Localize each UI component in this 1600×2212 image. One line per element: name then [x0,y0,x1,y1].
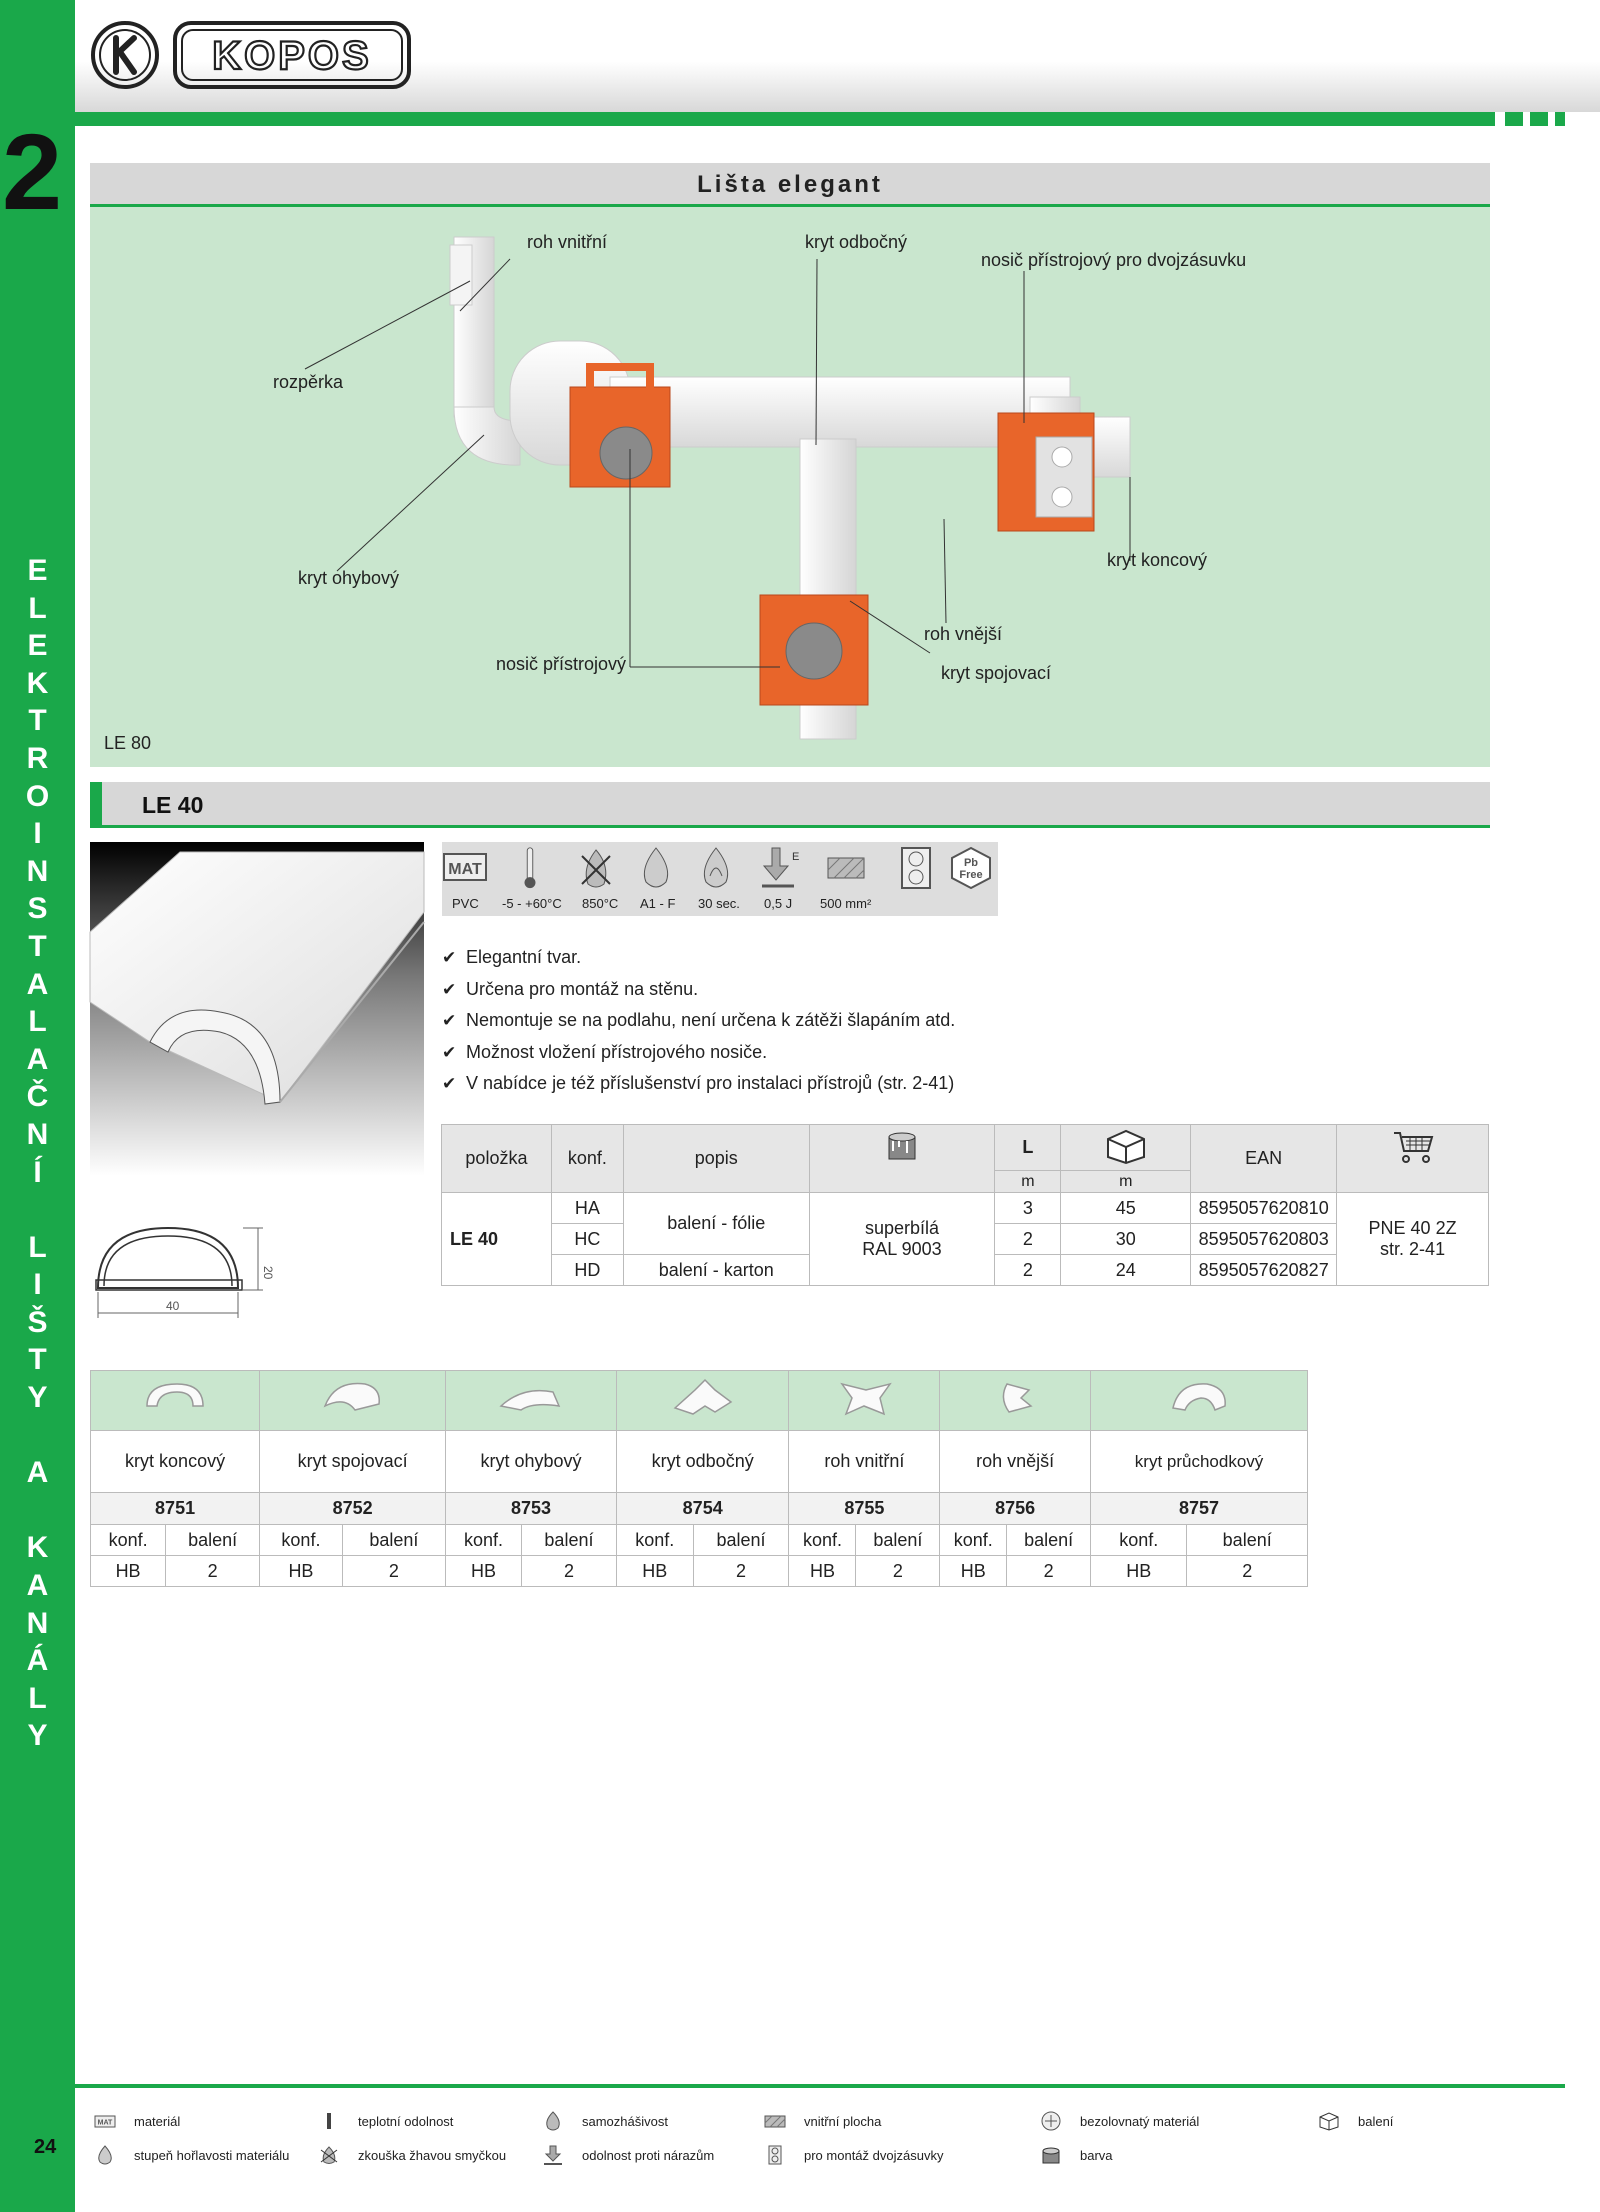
label-roh-vnitrni: roh vnitřní [527,232,608,252]
label-le80: LE 80 [104,733,152,753]
label-kryt-koncovy: kryt koncový [1107,550,1208,570]
chapter-letter: L [28,1230,47,1264]
label-roh-vnejsi: roh vnější [924,624,1003,644]
accessory-image [616,1371,789,1431]
mat-icon [94,2111,116,2131]
legend-label: stupeň hořlavosti materiálu [134,2148,290,2163]
product-name: LE 40 [142,792,204,818]
header-square [1530,112,1548,126]
header-square [1555,112,1565,126]
svg-text:Pb: Pb [963,857,979,869]
list-item: ✔ Určena pro montáž na stěnu. [442,974,955,1006]
chapter-number: 2 [2,111,63,232]
chapter-letter: T [28,1343,47,1377]
header-ean: EAN [1191,1125,1337,1193]
properties-icon-strip [442,842,998,916]
double-socket-icon [896,846,936,890]
paint-icon [809,1125,995,1193]
legend-label: barva [1080,2148,1113,2163]
konf-header: konf. [446,1525,522,1556]
baleni-header: balení [521,1525,616,1556]
pb-free-icon [1040,2111,1062,2131]
label-kryt-spojovaci: kryt spojovací [941,663,1052,683]
length-cell: 2 [995,1224,1061,1255]
ean-cell: 8595057620810 [1191,1193,1337,1224]
profile-height-label: 20 [261,1266,275,1280]
accessory-code: 8755 [789,1493,940,1525]
popis-cell: balení - fólie [623,1193,809,1255]
konf-header: konf. [260,1525,343,1556]
chapter-letter: L [28,591,47,625]
chapter-vertical-title [0,552,75,1755]
baleni-cell: 2 [342,1556,445,1587]
konf-header: konf. [91,1525,166,1556]
accessory-name: roh vnější [940,1431,1091,1493]
socket-mechanism-icon [600,427,652,479]
self-extinguish-icon [696,846,736,890]
konf-cell: HB [789,1556,856,1587]
baleni-header: balení [1187,1525,1308,1556]
product-header [90,782,1490,828]
icon-label: PVC [452,896,479,911]
icon-label: 850°C [582,896,619,911]
pb-free-icon [948,846,994,890]
chapter-letter: R [26,741,49,775]
box-icon [1318,2111,1340,2131]
check-icon: ✔ [442,1042,457,1062]
flame-drop-icon [636,846,676,890]
svg-text:E: E [792,851,800,863]
icon-label: 0,5 J [764,896,793,911]
accessory-name: kryt odbočný [616,1431,789,1493]
chapter-letter: O [25,779,50,813]
label-nosic-dvojzasuvka: nosič přístrojový pro dvojzásuvku [981,250,1247,270]
check-icon: ✔ [442,1074,457,1094]
impact-icon [542,2145,564,2165]
ean-cell: 8595057620803 [1191,1224,1337,1255]
list-item: ✔ Možnost vložení přístrojového nosiče. [442,1037,955,1069]
chapter-letter [0,1492,75,1530]
accessory-image [1091,1371,1308,1431]
thermometer-icon [318,2111,340,2131]
chapter-letter: Y [27,1719,48,1753]
glow-wire-icon [318,2145,340,2165]
self-extinguish-icon [542,2111,564,2131]
chapter-letter: K [26,666,49,700]
paint-icon [1040,2145,1062,2165]
chapter-letter: I [33,1268,42,1302]
chapter-letter: A [26,1569,49,1603]
header-unit-L: m [995,1171,1061,1193]
logo-k-emblem-icon [90,20,160,90]
baleni-cell: 2 [1187,1556,1308,1587]
legend-label: vnitřní plocha [804,2114,882,2129]
check-icon: ✔ [442,979,457,999]
spacer [450,245,472,305]
legend-label: materiál [134,2114,181,2129]
list-item: ✔ Elegantní tvar. [442,942,955,974]
konf-cell: HD [551,1255,623,1286]
accessory-name: kryt spojovací [260,1431,446,1493]
konf-cell: HC [551,1224,623,1255]
legend-label: teplotní odolnost [358,2114,454,2129]
product-photo [90,842,424,1176]
inner-area-icon [764,2111,786,2131]
legend-label: odolnost proti nárazům [582,2148,715,2163]
icon-label: -5 - +60°C [502,896,562,911]
list-item: ✔ Nemontuje se na podlahu, není určena k zátěži šlapáním atd. [442,1005,955,1037]
length-cell: 3 [995,1193,1061,1224]
kopos-logo [90,20,412,90]
label-kryt-odbocny: kryt odbočný [805,232,908,252]
header-square [1505,112,1523,126]
chapter-letter: E [27,554,48,587]
ean-cell: 8595057620827 [1191,1255,1337,1286]
chapter-letter: Í [33,1155,42,1189]
check-icon: ✔ [442,948,457,967]
konf-header: konf. [616,1525,693,1556]
box-cell: 24 [1061,1255,1191,1286]
chapter-letter: A [26,1042,49,1076]
inner-area-icon [826,846,866,890]
accessory-code: 8751 [91,1493,260,1525]
accessory-code: 8754 [616,1493,789,1525]
baleni-cell: 2 [1007,1556,1091,1587]
box-cell: 30 [1061,1224,1191,1255]
header-popis: popis [623,1125,809,1193]
chapter-letter: L [28,1681,47,1715]
konf-cell: HB [940,1556,1007,1587]
popis-cell: balení - karton [623,1255,809,1286]
chapter-letter: K [26,1531,49,1565]
baleni-header: balení [1007,1525,1091,1556]
accessory-image [91,1371,260,1431]
feature-list [442,942,955,1100]
label-nosic-pristrojovy: nosič přístrojový [496,654,627,674]
flame-drop-icon [94,2145,116,2165]
accessory-code: 8757 [1091,1493,1308,1525]
double-socket-icon [764,2145,786,2165]
chapter-letter [0,1191,75,1229]
accessory-name: kryt ohybový [446,1431,617,1493]
accessory-image [940,1371,1091,1431]
konf-header: konf. [1091,1525,1187,1556]
product-table [441,1124,1489,1286]
item-cell: LE 40 [442,1193,552,1286]
chapter-letter: A [26,967,49,1001]
konf-cell: HB [260,1556,343,1587]
chapter-letter: Š [27,1305,48,1339]
baleni-header: balení [856,1525,940,1556]
label-rozperka: rozpěrka [273,372,344,392]
legend-label: pro montáž dvojzásuvky [804,2148,944,2163]
accessory-image [260,1371,446,1431]
glow-wire-icon [576,846,616,890]
chapter-letter: N [26,1606,49,1640]
chapter-letter: N [26,1117,49,1151]
konf-cell: HB [91,1556,166,1587]
legend-label: bezolovnatý materiál [1080,2114,1200,2129]
chapter-letter: L [28,1005,47,1039]
accessory-name: kryt koncový [91,1431,260,1493]
profile-drawing [88,1218,278,1328]
header-polozka: položka [442,1125,552,1193]
color-cell: superbílá RAL 9003 [809,1193,995,1286]
chapter-letter: A [26,1456,49,1490]
accessory-code: 8756 [940,1493,1091,1525]
konf-header: konf. [940,1525,1007,1556]
footer-rule [75,2084,1565,2088]
accessory-code: 8753 [446,1493,617,1525]
box-icon [1061,1125,1191,1171]
icon-label: A1 - F [640,896,676,911]
chapter-letter [0,1417,75,1455]
label-kryt-ohybovy: kryt ohybový [298,568,400,588]
cart-icon [1337,1125,1489,1193]
accessory-cell: PNE 40 2Z str. 2-41 [1337,1193,1489,1286]
accessory-image [446,1371,617,1431]
chapter-letter: E [27,629,48,663]
baleni-cell: 2 [856,1556,940,1587]
accessory-name: roh vnitřní [789,1431,940,1493]
chapter-letter: N [26,854,49,888]
svg-text:MAT: MAT [448,861,482,878]
mat-icon [442,846,488,890]
konf-cell: HB [616,1556,693,1587]
baleni-header: balení [166,1525,260,1556]
thermometer-icon [520,846,540,890]
konf-cell: HA [551,1193,623,1224]
legend-label: samozhášivost [582,2114,668,2129]
konf-cell: HB [446,1556,522,1587]
chapter-letter: I [33,817,42,851]
header-rule [75,112,1495,126]
check-icon: ✔ [442,1011,457,1031]
legend-label: balení [1358,2114,1394,2129]
box-cell: 45 [1061,1193,1191,1224]
table-row [442,1193,1489,1224]
length-cell: 2 [995,1255,1061,1286]
accessories-table [90,1370,1308,1587]
profile-width-label: 40 [166,1299,180,1313]
baleni-header: balení [342,1525,445,1556]
header-konf: konf. [551,1125,623,1193]
icon-label: 500 mm² [820,896,872,911]
impact-icon [758,846,798,890]
accessory-name: kryt průchodkový [1091,1431,1308,1493]
konf-cell: HB [1091,1556,1187,1587]
accessory-image [789,1371,940,1431]
chapter-letter: T [28,704,47,738]
logo-wordmark [172,20,412,90]
svg-text:Free: Free [959,869,983,881]
assembly-diagram [90,207,1490,767]
chapter-letter: Y [27,1381,48,1415]
logo-text: KOPOS [212,34,372,78]
socket-mechanism-icon [786,623,842,679]
chapter-letter: Á [26,1644,49,1678]
konf-header: konf. [789,1525,856,1556]
legend-label: zkouška žhavou smyčkou [358,2148,507,2163]
header-L: L [995,1125,1061,1171]
page-number: 24 [34,2136,57,2158]
accessory-code: 8752 [260,1493,446,1525]
chapter-letter: Č [26,1080,49,1114]
baleni-cell: 2 [166,1556,260,1587]
svg-text:MAT: MAT [97,2119,113,2127]
chapter-letter: T [28,929,47,963]
section-title: Lišta elegant [90,163,1490,207]
baleni-cell: 2 [521,1556,616,1587]
baleni-cell: 2 [693,1556,789,1587]
header-unit-box: m [1061,1171,1191,1193]
chapter-letter: S [27,892,48,926]
icon-label: 30 sec. [698,896,740,911]
baleni-header: balení [693,1525,789,1556]
list-item: ✔ V nabídce je též příslušenství pro instalaci přístrojů (str. 2-41) [442,1068,955,1100]
